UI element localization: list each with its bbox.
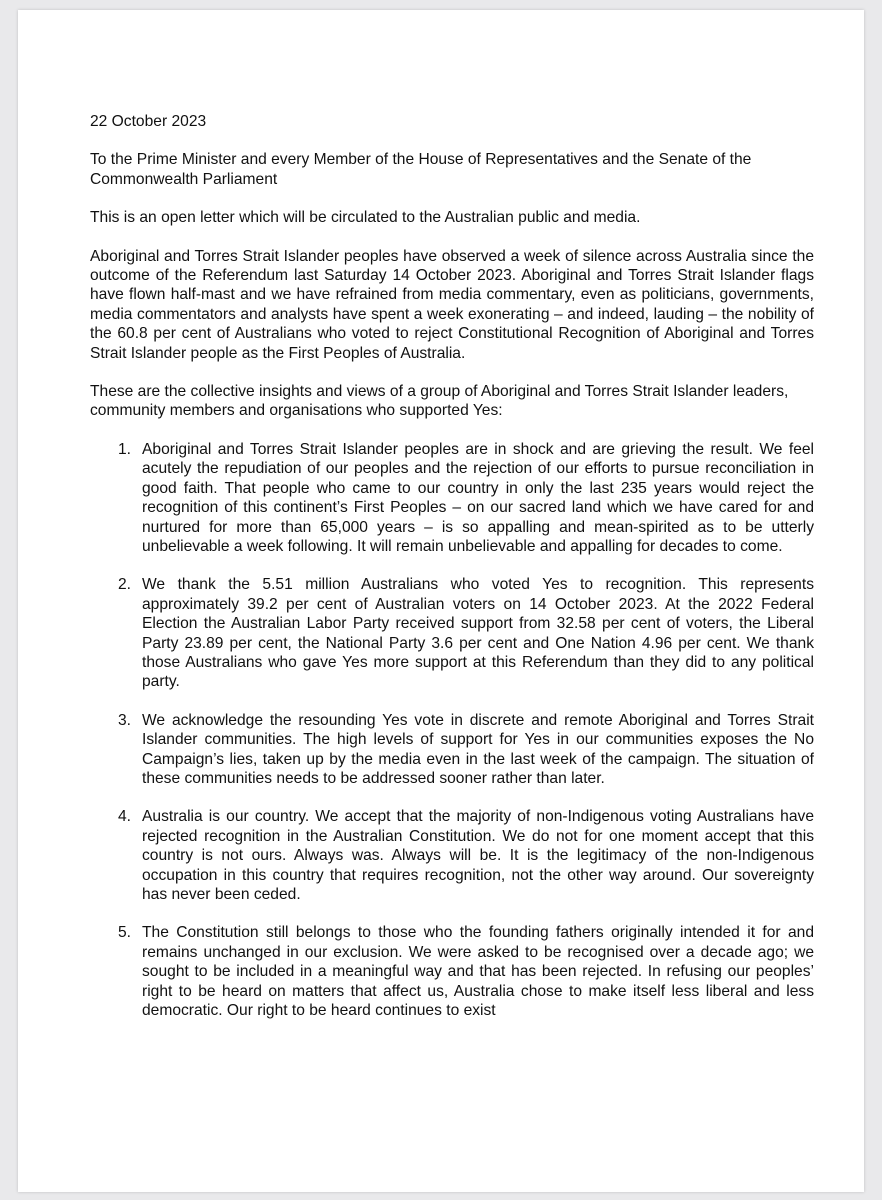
point-text: We thank the 5.51 million Australians who voted Yes to recognition. This represents approximately 39.2 per cent of Australian voters on 14 October 2023. At the 2022 Federal Election the Australian Labor Party received support from 32.58 per cent of voters, the Liberal Party 23.89 per cent, the National Party 3.6 per cent and One Nation 4.96 per cent. We thank those Australians who gave Yes more support at this Referendum than they did to any political party. bbox=[142, 576, 814, 691]
point-number: 2. bbox=[118, 576, 132, 594]
point-number: 4. bbox=[118, 808, 132, 826]
list-item bbox=[90, 923, 814, 1020]
letter-page bbox=[18, 10, 864, 1192]
list-item bbox=[90, 440, 814, 556]
point-text: Australia is our country. We accept that the majority of non-Indigenous voting Australians have rejected recognition in the Australian Constitution. We do not for one moment accept that this country is not ours. Always was. Always will be. It is the legitimacy of the non-Indigenous occupation in this country that requires recognition, not the other way around. Our sovereignty has never been ceded. bbox=[142, 808, 814, 903]
letter-paragraph-2: These are the collective insights and views of a group of Aboriginal and Torres Strait Islander leaders, community members and organisations who supported Yes: bbox=[90, 383, 789, 420]
point-number: 1. bbox=[118, 440, 132, 458]
letter-recipients: To the Prime Minister and every Member of the House of Representatives and the Senate of the Commonwealth Parliament bbox=[90, 151, 752, 188]
list-item bbox=[90, 575, 814, 691]
letter-body bbox=[90, 112, 814, 1039]
point-number: 3. bbox=[118, 711, 132, 729]
point-text: Aboriginal and Torres Strait Islander peoples are in shock and are grieving the result. We feel acutely the repudiation of our peoples and the rejection of our efforts to pursue reconciliation in good faith. That people who came to our country in only the last 235 years would reject the recognition of this continent’s First Peoples – on our sacred land which we have cared for and nurtured for more than 65,000 years – is so appalling and mean-spirited as to be utterly unbelievable a week following. It will remain unbelievable and appalling for decades to come. bbox=[142, 440, 814, 555]
list-item bbox=[90, 711, 814, 789]
list-item bbox=[90, 807, 814, 904]
point-text: The Constitution still belongs to those who the founding fathers originally intended it for and remains unchanged in our exclusion. We were asked to be recognised over a decade ago; we sought to be included in a meaningful way and that has been rejected. In refusing our peoples’ right to be heard on matters that affect us, Australia chose to make itself less liberal and less democratic. Our right to be heard continues to exist bbox=[142, 924, 814, 1020]
letter-paragraph-1: Aboriginal and Torres Strait Islander peoples have observed a week of silence across Australia since the outcome of the Referendum last Saturday 14 October 2023. Aboriginal and Torres Strait Islander flags have flown half-mast and we have refrained from media commentary, even as politicians, governments, media commentators and analysts have spent a week exonerating – and indeed, lauding – the nobility of the 60.8 per cent of Australians who voted to reject Constitutional Recognition of Aboriginal and Torres Strait Islander people as the First Peoples of Australia. bbox=[90, 247, 814, 362]
points-list bbox=[90, 440, 814, 1021]
letter-date: 22 October 2023 bbox=[90, 113, 207, 130]
point-text: We acknowledge the resounding Yes vote in discrete and remote Aboriginal and Torres Strait Islander communities. The high levels of support for Yes in our communities exposes the No Campaign’s lies, taken up by the media even in the last week of the campaign. The situation of these communities needs to be addressed sooner rather than later. bbox=[142, 711, 814, 787]
point-number: 5. bbox=[118, 924, 132, 942]
letter-intro: This is an open letter which will be circulated to the Australian public and media. bbox=[90, 209, 641, 227]
